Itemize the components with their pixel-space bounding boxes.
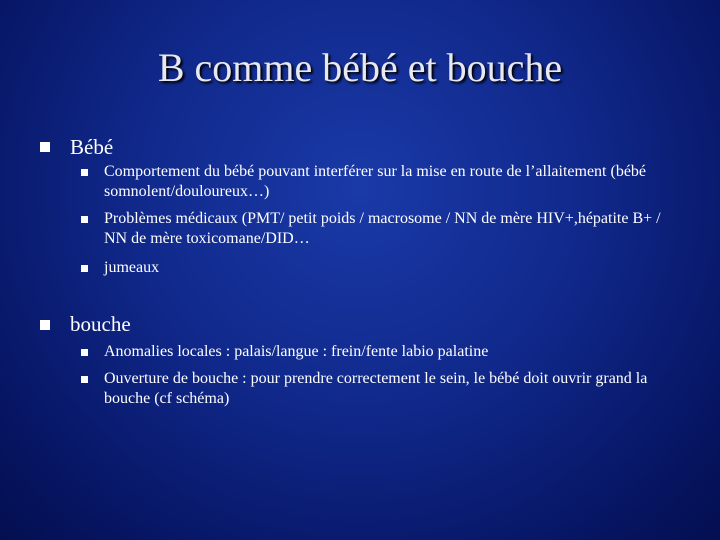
item-bullet-icon [81, 169, 88, 176]
list-item: Anomalies locales : palais/langue : frein/fente labio palatine [104, 343, 489, 360]
list-item: Problèmes médicaux (PMT/ petit poids / macrosome / NN de mère HIV+,hépatite B+ / NN de mère toxicomane/DID… [104, 210, 661, 247]
list-item: Ouverture de bouche : pour prendre correctement le sein, le bébé doit ouvrir grand la bouche (cf schéma) [104, 370, 648, 407]
item-bullet-icon [81, 265, 88, 272]
section-bullet-icon [40, 142, 50, 152]
item-bullet-icon [81, 216, 88, 223]
item-bullet-icon [81, 376, 88, 383]
list-item: jumeaux [104, 259, 160, 276]
section-bullet-icon [40, 320, 50, 330]
section-heading-bebe: Bébé [70, 135, 114, 159]
section-heading-bouche: bouche [70, 312, 131, 336]
slide-title: B comme bébé et bouche [157, 45, 563, 90]
list-item: Comportement du bébé pouvant interférer sur la mise en route de l’allaitement (bébé somnolent/douloureux…) [104, 163, 647, 200]
item-bullet-icon [81, 349, 88, 356]
